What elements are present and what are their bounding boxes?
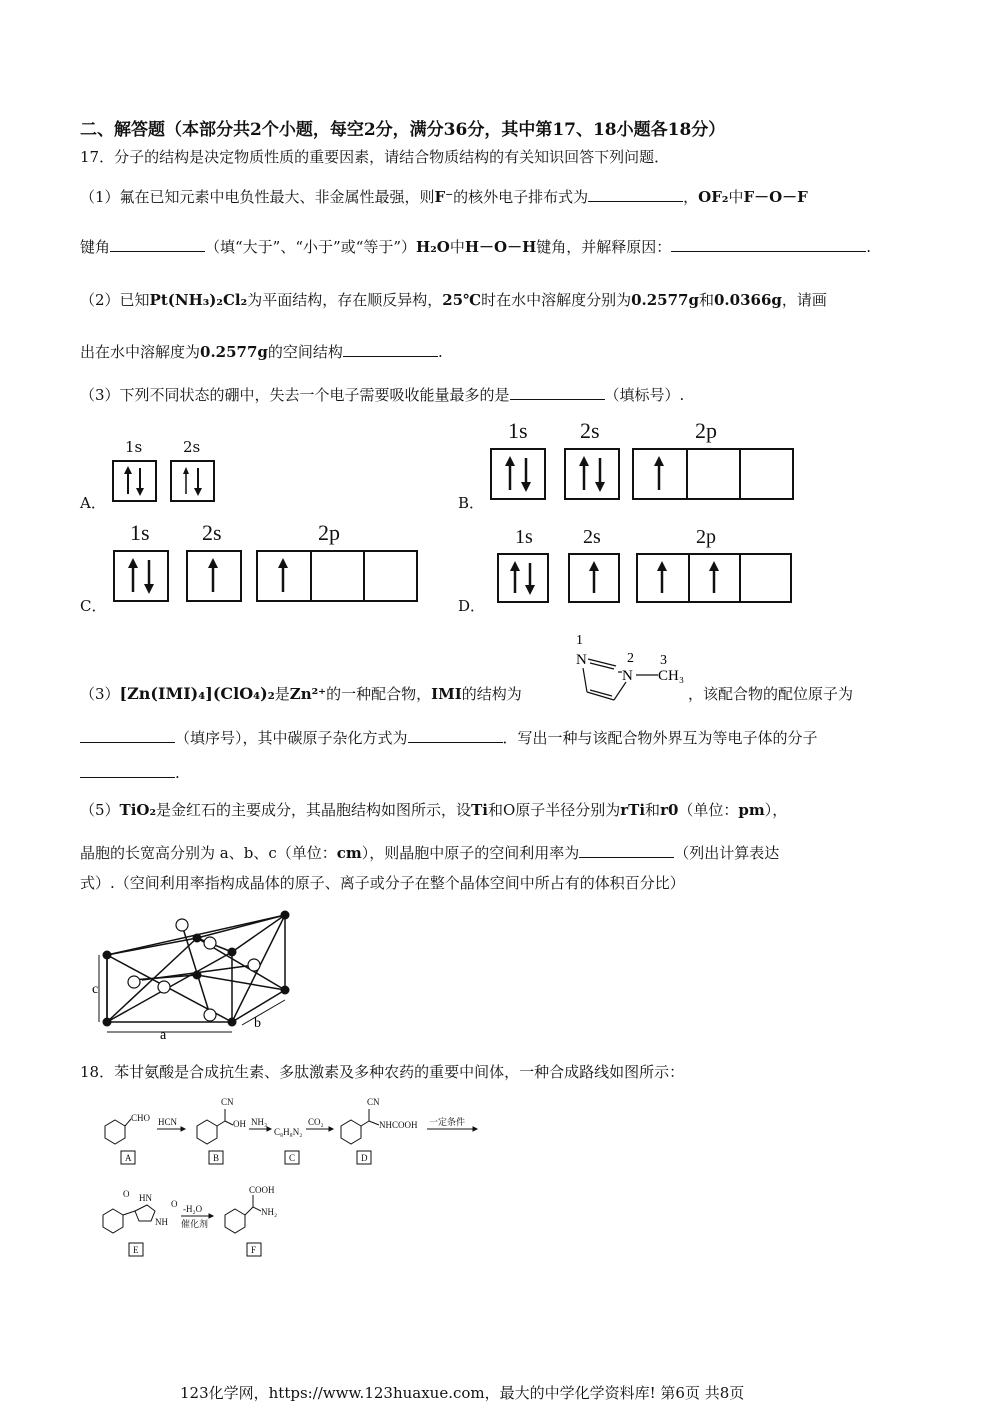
c8h8n2-label: C₈H₈N₂: [274, 1127, 303, 1137]
text: 中: [449, 238, 465, 256]
text: （2）已知: [80, 291, 150, 309]
divider: [363, 552, 365, 600]
f-ion: F⁻: [434, 188, 454, 206]
nh-label: NH: [155, 1217, 168, 1227]
option-a-label: A．: [80, 494, 106, 512]
text: 键角，并解释原因：: [536, 238, 672, 256]
divider: [739, 555, 741, 601]
r-ti: rTi: [620, 801, 646, 819]
answer-blank[interactable]: [588, 187, 683, 202]
cho-label: CHO: [131, 1113, 151, 1123]
page-footer: 123化学网，https://www.123huaxue.com，最大的中学化学资料库! 第6页 共8页: [180, 1384, 745, 1402]
text: （填标号）.: [604, 386, 685, 404]
q17-p4-line1-end: ，该配合物的配位原子为: [688, 685, 854, 703]
text: 为平面结构，存在顺反异构，: [247, 291, 443, 309]
q17-p5-line2: [80, 843, 779, 863]
text: 出在水中溶解度为: [80, 343, 201, 361]
orbital-label: 2p: [318, 520, 340, 545]
text: 的空间结构: [267, 343, 343, 361]
compound-label: C: [289, 1153, 296, 1163]
imi-structure-diagram: [570, 628, 700, 710]
temperature: 25℃: [442, 291, 482, 309]
q17-p3: [80, 385, 684, 405]
q17-p1-line2: [80, 237, 871, 257]
option-d-label: D．: [458, 597, 486, 615]
hoh-bond: H－O－H: [464, 238, 537, 256]
answer-blank[interactable]: [671, 237, 866, 252]
option-c-label: C．: [80, 597, 107, 615]
text: ．写出一种与该配合物外界互为等电子体的分子: [502, 729, 818, 747]
orbital-box-2p: [256, 550, 418, 602]
text: .: [437, 343, 443, 361]
paired-arrows-icon: [115, 552, 167, 600]
q17-stem: 17．分子的结构是决定物质性质的重要因素，请结合物质结构的有关知识回答下列问题．: [80, 148, 670, 166]
compound-label: E: [133, 1245, 139, 1255]
nh2-label: NH₂: [261, 1207, 278, 1217]
text: （单位：: [678, 801, 739, 819]
o-label: O: [171, 1199, 178, 1209]
orbital-box-1s: [497, 553, 549, 603]
answer-blank[interactable]: [510, 385, 605, 400]
divider: [310, 552, 312, 600]
orbital-label: 1s: [130, 520, 150, 545]
atom-n: N: [576, 652, 587, 668]
paired-arrows-icon: [172, 462, 213, 500]
q17-p4-line1: [80, 684, 522, 704]
two-up-arrows-icon: [638, 555, 742, 601]
text: 是金红石的主要成分，其晶胞结构如图所示，设: [156, 801, 472, 819]
compound-label: B: [213, 1153, 220, 1163]
orbital-box-1s: [112, 460, 157, 502]
orbital-label: 1s: [125, 438, 143, 456]
orbital-label: 2s: [183, 438, 201, 456]
text: 的一种配合物，: [326, 685, 432, 703]
text: （列出计算表达: [674, 844, 780, 862]
atom-number: 2: [627, 651, 634, 666]
text: ），: [764, 801, 788, 819]
text: 时在水中溶解度分别为: [481, 291, 632, 309]
text: .: [175, 764, 180, 782]
paired-arrows-icon: [114, 462, 155, 500]
up-arrow-icon: [258, 552, 310, 600]
orbital-label: 2s: [202, 520, 222, 545]
r-o: r0: [660, 801, 679, 819]
q17-p1-line1: [80, 187, 808, 207]
cell-edge-a: a: [160, 1028, 167, 1043]
zn-ion: Zn²⁺: [289, 685, 327, 703]
answer-blank[interactable]: [80, 763, 175, 778]
text: 的核外电子排布式为: [453, 188, 589, 206]
oh-label: OH: [233, 1119, 246, 1129]
q17-p4-line2: [80, 728, 818, 748]
ti-symbol: Ti: [471, 801, 488, 819]
hn-label: HN: [139, 1193, 152, 1203]
zn-complex-formula: [Zn(IMI)₄](ClO₄)₂: [119, 684, 275, 703]
text: 的结构为: [461, 685, 522, 703]
cooh-label: COOH: [249, 1185, 275, 1195]
answer-blank[interactable]: [343, 342, 438, 357]
rutile-unit-cell-diagram: [82, 905, 302, 1045]
answer-blank[interactable]: [80, 728, 175, 743]
orbital-box-2s: [186, 550, 242, 602]
text: （3）: [80, 685, 120, 703]
text: （3）下列不同状态的硼中，失去一个电子需要吸收能量最多的是: [80, 386, 510, 404]
up-arrow-icon: [188, 552, 240, 600]
orbital-box-2s: [568, 553, 620, 603]
q17-p4-line3: [80, 763, 180, 783]
minus-h2o-reagent: -H₂O: [183, 1204, 203, 1214]
orbital-box-2s: [170, 460, 215, 502]
text: （填序号），其中碳原子杂化方式为: [175, 729, 408, 747]
catalyst-label: 催化剂: [181, 1219, 209, 1229]
compound-label: F: [251, 1245, 257, 1255]
paired-arrows-icon: [566, 450, 618, 498]
answer-blank[interactable]: [110, 237, 205, 252]
compound-label: A: [125, 1153, 132, 1163]
q17-p5-line3: 式）.（空间利用率指构成晶体的原子、离子或分子在整个晶体空间中所占有的体积百分比）: [80, 874, 685, 892]
cell-edge-b: b: [254, 1016, 261, 1031]
cn-label: CN: [221, 1097, 234, 1107]
h2o-formula: H₂O: [416, 238, 450, 256]
cell-edge-c: c: [92, 982, 99, 997]
fof-bond: F－O－F: [743, 188, 808, 206]
hcn-reagent: HCN: [158, 1117, 178, 1127]
unit-pm: pm: [738, 801, 765, 819]
up-arrow-icon: [634, 450, 686, 498]
q17-p2-line2: [80, 342, 443, 362]
answer-blank[interactable]: [579, 843, 674, 858]
text: 和: [645, 801, 661, 819]
section-heading: 二、解答题（本部分共2个小题，每空2分，满分36分，其中第17、18小题各18分）: [80, 120, 726, 140]
atom-number: 3: [660, 653, 667, 668]
text: ，请画: [781, 291, 827, 309]
text: 和: [698, 291, 714, 309]
solubility-2: 0.0366g: [714, 291, 782, 309]
text: （填“大于”、“小于”或“等于”）: [205, 238, 417, 256]
orbital-label: 2p: [695, 418, 717, 443]
solubility-3: 0.2577g: [200, 343, 268, 361]
tio2-formula: TiO₂: [119, 801, 157, 819]
pt-complex-formula: Pt(NH₃)₂Cl₂: [149, 291, 248, 309]
text: 键角: [80, 238, 111, 256]
orbital-label: 2s: [580, 418, 600, 443]
orbital-label: 2p: [696, 526, 716, 548]
methyl-label: CH₃: [658, 668, 685, 684]
q17-p2-line1: [80, 290, 827, 310]
text: ，: [683, 188, 699, 206]
condition-label: 一定条件: [429, 1117, 466, 1127]
divider: [686, 450, 688, 498]
text: 原子半径分别为: [515, 801, 621, 819]
compound-label: D: [361, 1153, 368, 1163]
text: 晶胞的长宽高分别为 a、b、c（单位：: [80, 844, 337, 862]
of2-formula: OF₂: [698, 188, 729, 206]
orbital-box-1s: [113, 550, 169, 602]
orbital-label: 1s: [508, 418, 528, 443]
orbital-label: 1s: [515, 526, 533, 548]
divider: [739, 450, 741, 498]
text: （5）: [80, 801, 120, 819]
orbital-label: 2s: [583, 526, 601, 548]
option-b-label: B．: [458, 494, 485, 512]
orbital-box-2p: [632, 448, 794, 500]
text: 中: [728, 188, 744, 206]
paired-arrows-icon: [499, 555, 547, 601]
o-label: O: [123, 1189, 130, 1199]
o-symbol: O: [502, 801, 516, 819]
nhcooh-label: NHCOOH: [379, 1120, 418, 1130]
unit-cm: cm: [336, 844, 362, 862]
text: 和: [487, 801, 503, 819]
orbital-box-2s: [564, 448, 620, 500]
text: ），则晶胞中原子的空间利用率为: [361, 844, 580, 862]
paired-arrows-icon: [492, 450, 544, 498]
text: 是: [274, 685, 290, 703]
atom-number: 1: [576, 633, 583, 648]
orbital-box-2p: [636, 553, 792, 603]
nh3-reagent: NH₃: [251, 1117, 268, 1127]
q17-p5-line1: [80, 800, 787, 820]
imi-abbr: IMI: [431, 685, 462, 703]
divider: [688, 555, 690, 601]
synthesis-scheme-diagram: [95, 1095, 495, 1265]
text: .: [866, 238, 872, 256]
q18-stem: 18．苯甘氨酸是合成抗生素、多肽激素及多种农药的重要中间体，一种合成路线如图所示：: [80, 1063, 685, 1081]
orbital-box-1s: [490, 448, 546, 500]
atom-n: N: [622, 668, 633, 684]
text: （1）氟在已知元素中电负性最大、非金属性最强，则: [80, 188, 435, 206]
solubility-1: 0.2577g: [631, 291, 699, 309]
co2-reagent: CO₂: [308, 1117, 324, 1127]
up-arrow-icon: [570, 555, 618, 601]
cn-label: CN: [367, 1097, 380, 1107]
answer-blank[interactable]: [408, 728, 503, 743]
